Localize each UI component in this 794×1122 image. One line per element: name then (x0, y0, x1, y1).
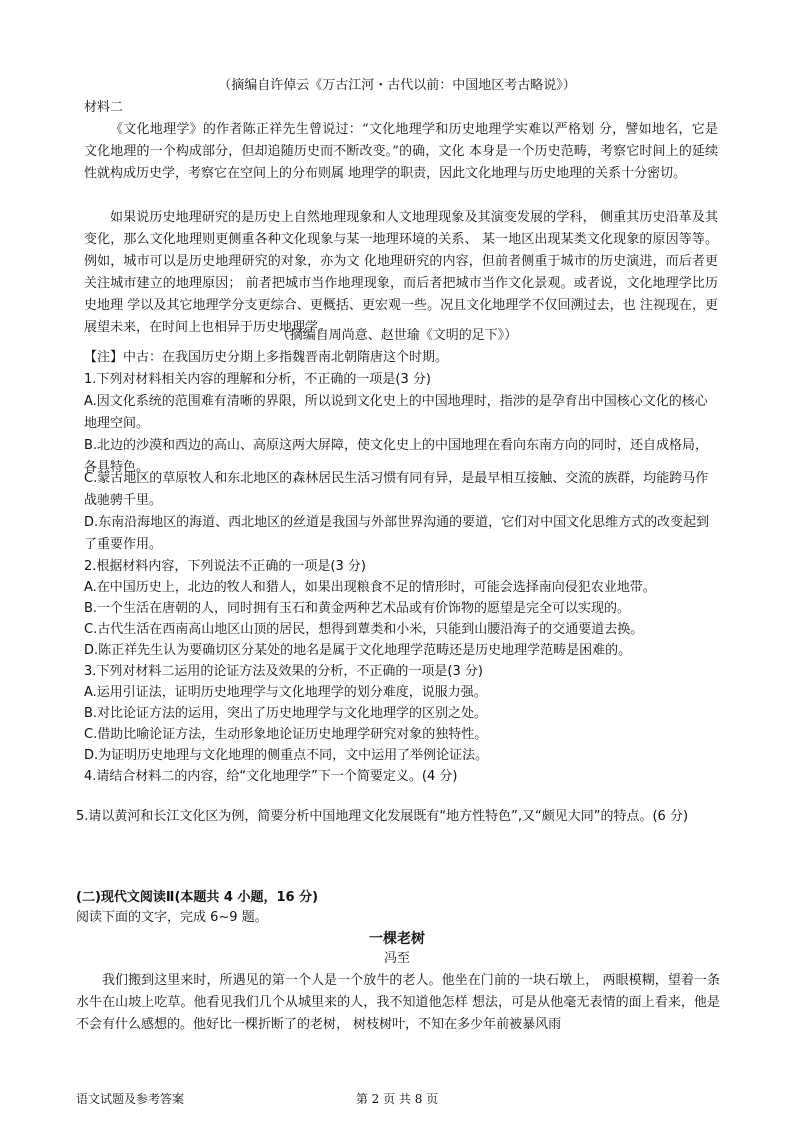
question-3-option-a: A.运用引证法，证明历史地理学与文化地理学的划分难度，说服力强。 (84, 685, 487, 700)
question-3-option-c: C.借助比喻论证方法，生动形象地论证历史地理学研究对象的独特性。 (84, 727, 488, 742)
question-3-option-b: B.对比论证方法的运用，突出了历史地理学与文化地理学的区别之处。 (84, 706, 488, 721)
question-1-option-a: A.因文化系统的范围难有清晰的界限，所以说到文化史上的中国地理时，指涉的是孕育出中国核心文化的核心地理空间。 (84, 394, 708, 431)
article-paragraph-1: 我们搬到这里来时，所遇见的第一个人是一个放牛的老人。他坐在门前的一块石墩上， 两眼模糊，望着一条水牛在山坡上吃草。他看见我们几个从城里来的人，我不知道他怎样 想法，可是从他毫无表情的面上看来，他是不会有什么感想的。他好比一棵折断了的老树， 树枝树叶，不知在多少年前被暴风雨 (76, 973, 720, 1032)
source-citation-1: （摘编自许倬云《万古江河・古代以前：中国地区考古略说》） (218, 78, 576, 93)
question-1-option-d: D.东南沿海地区的海道、西北地区的丝道是我国与外部世界沟通的要道，它们对中国文化思维方式的改变起到了重要作用。 (84, 515, 710, 552)
section-2-instruction: 阅读下面的文字，完成 6~9 题。 (76, 910, 268, 925)
section-2-heading: (二)现代文阅读Ⅱ(本题共 4 小题，16 分) (76, 890, 319, 905)
question-1-stem: 1.下列对材料相关内容的理解和分析，不正确的一项是(3 分) (84, 372, 431, 387)
question-1-option-c: C.蒙古地区的草原牧人和东北地区的森林居民生活习惯有同有异，是最早相互接触、交流的族群，均能跨马作战驰骋千里。 (84, 471, 709, 508)
question-2-option-d: D.陈正祥先生认为要确切区分某处的地名是属于文化地理学范畴还是历史地理学范畴是困难的。 (84, 643, 632, 658)
question-1-option-b: B.北边的沙漠和西边的高山、高原这两大屏障，使文化史上的中国地理在看向东南方向的同时，还自成格局，各具特色。 (84, 438, 709, 475)
question-4: 4.请结合材料二的内容，给“文化地理学”下一个简要定义。(4 分) (84, 769, 458, 784)
question-3-option-d: D.为证明历史地理与文化地理的侧重点不同，文中运用了举例论证法。 (84, 748, 489, 763)
footer-document-title: 语文试题及参考答案 (76, 1092, 185, 1106)
question-2-option-b: B.一个生活在唐朝的人，同时拥有玉石和黄金两种艺术品或有价饰物的愿望是完全可以实现的。 (84, 601, 631, 616)
material-2-label: 材料二 (84, 100, 124, 115)
source-citation-2: （摘编自周尚意、赵世瑜《文明的足下》） (276, 328, 518, 343)
material-2-paragraph-1: 《文化地理学》的作者陈正祥先生曾说过：“文化地理学和历史地理学实难以严格划 分，譬如地名，它是文化地理的一个构成部分，但却追随历史而不断改变。”的确，文化 本身是一个历史范畴，考察它时间上的延续性就构成历史学，考察它在空间上的分布则属 地理学的职责，因此文化地理与历史地理的关系十分密切。 (84, 122, 718, 181)
question-2-option-c: C.古代生活在西南高山地区山顶的居民，想得到蕈类和小米，只能到山腰沿海子的交通要道去换。 (84, 622, 644, 637)
question-2-option-a: A.在中国历史上，北边的牧人和猎人，如果出现粮食不足的情形时，可能会选择南向侵犯农业地带。 (84, 580, 656, 595)
material-2-paragraph-2: 如果说历史地理研究的是历史上自然地理现象和人文地理现象及其演变发展的学科， 侧重其历史沿革及其变化，那么文化地理则更侧重各种文化现象与某一地理环境的关系、 某一地区出现某类文化现象的原因等等。例如，城市可以是历史地理研究的对象，亦为文 化地理研究的内容，但前者侧重于城市的历史演进，而后者更关注城市建立的地理原因； 前者把城市当作地理现象，而后者把城市当作文化景观。或者说，文化地理学比历史地理 学以及其它地理学分支更综合、更概括、更宏观一些。况且文化地理学不仅回溯过去，也 注视现在，更展望未来，在时间上也相异于历史地理学。 (84, 210, 718, 335)
question-2-stem: 2.根据材料内容，下列说法不正确的一项是(3 分) (84, 559, 366, 574)
article-author: 冯至 (383, 951, 410, 966)
article-title: 一棵老树 (369, 931, 425, 947)
question-3-stem: 3.下列对材料二运用的论证方法及效果的分析，不正确的一项是(3 分) (84, 664, 483, 679)
footer-page-number: 第 2 页 共 8 页 (355, 1092, 439, 1106)
annotation-note: 【注】中古：在我国历史分期上多指魏晋南北朝隋唐这个时期。 (84, 350, 449, 365)
question-5: 5.请以黄河和长江文化区为例，简要分析中国地理文化发展既有“地方性特色”,又“颇见大同”的特点。(6 分) (76, 809, 689, 824)
